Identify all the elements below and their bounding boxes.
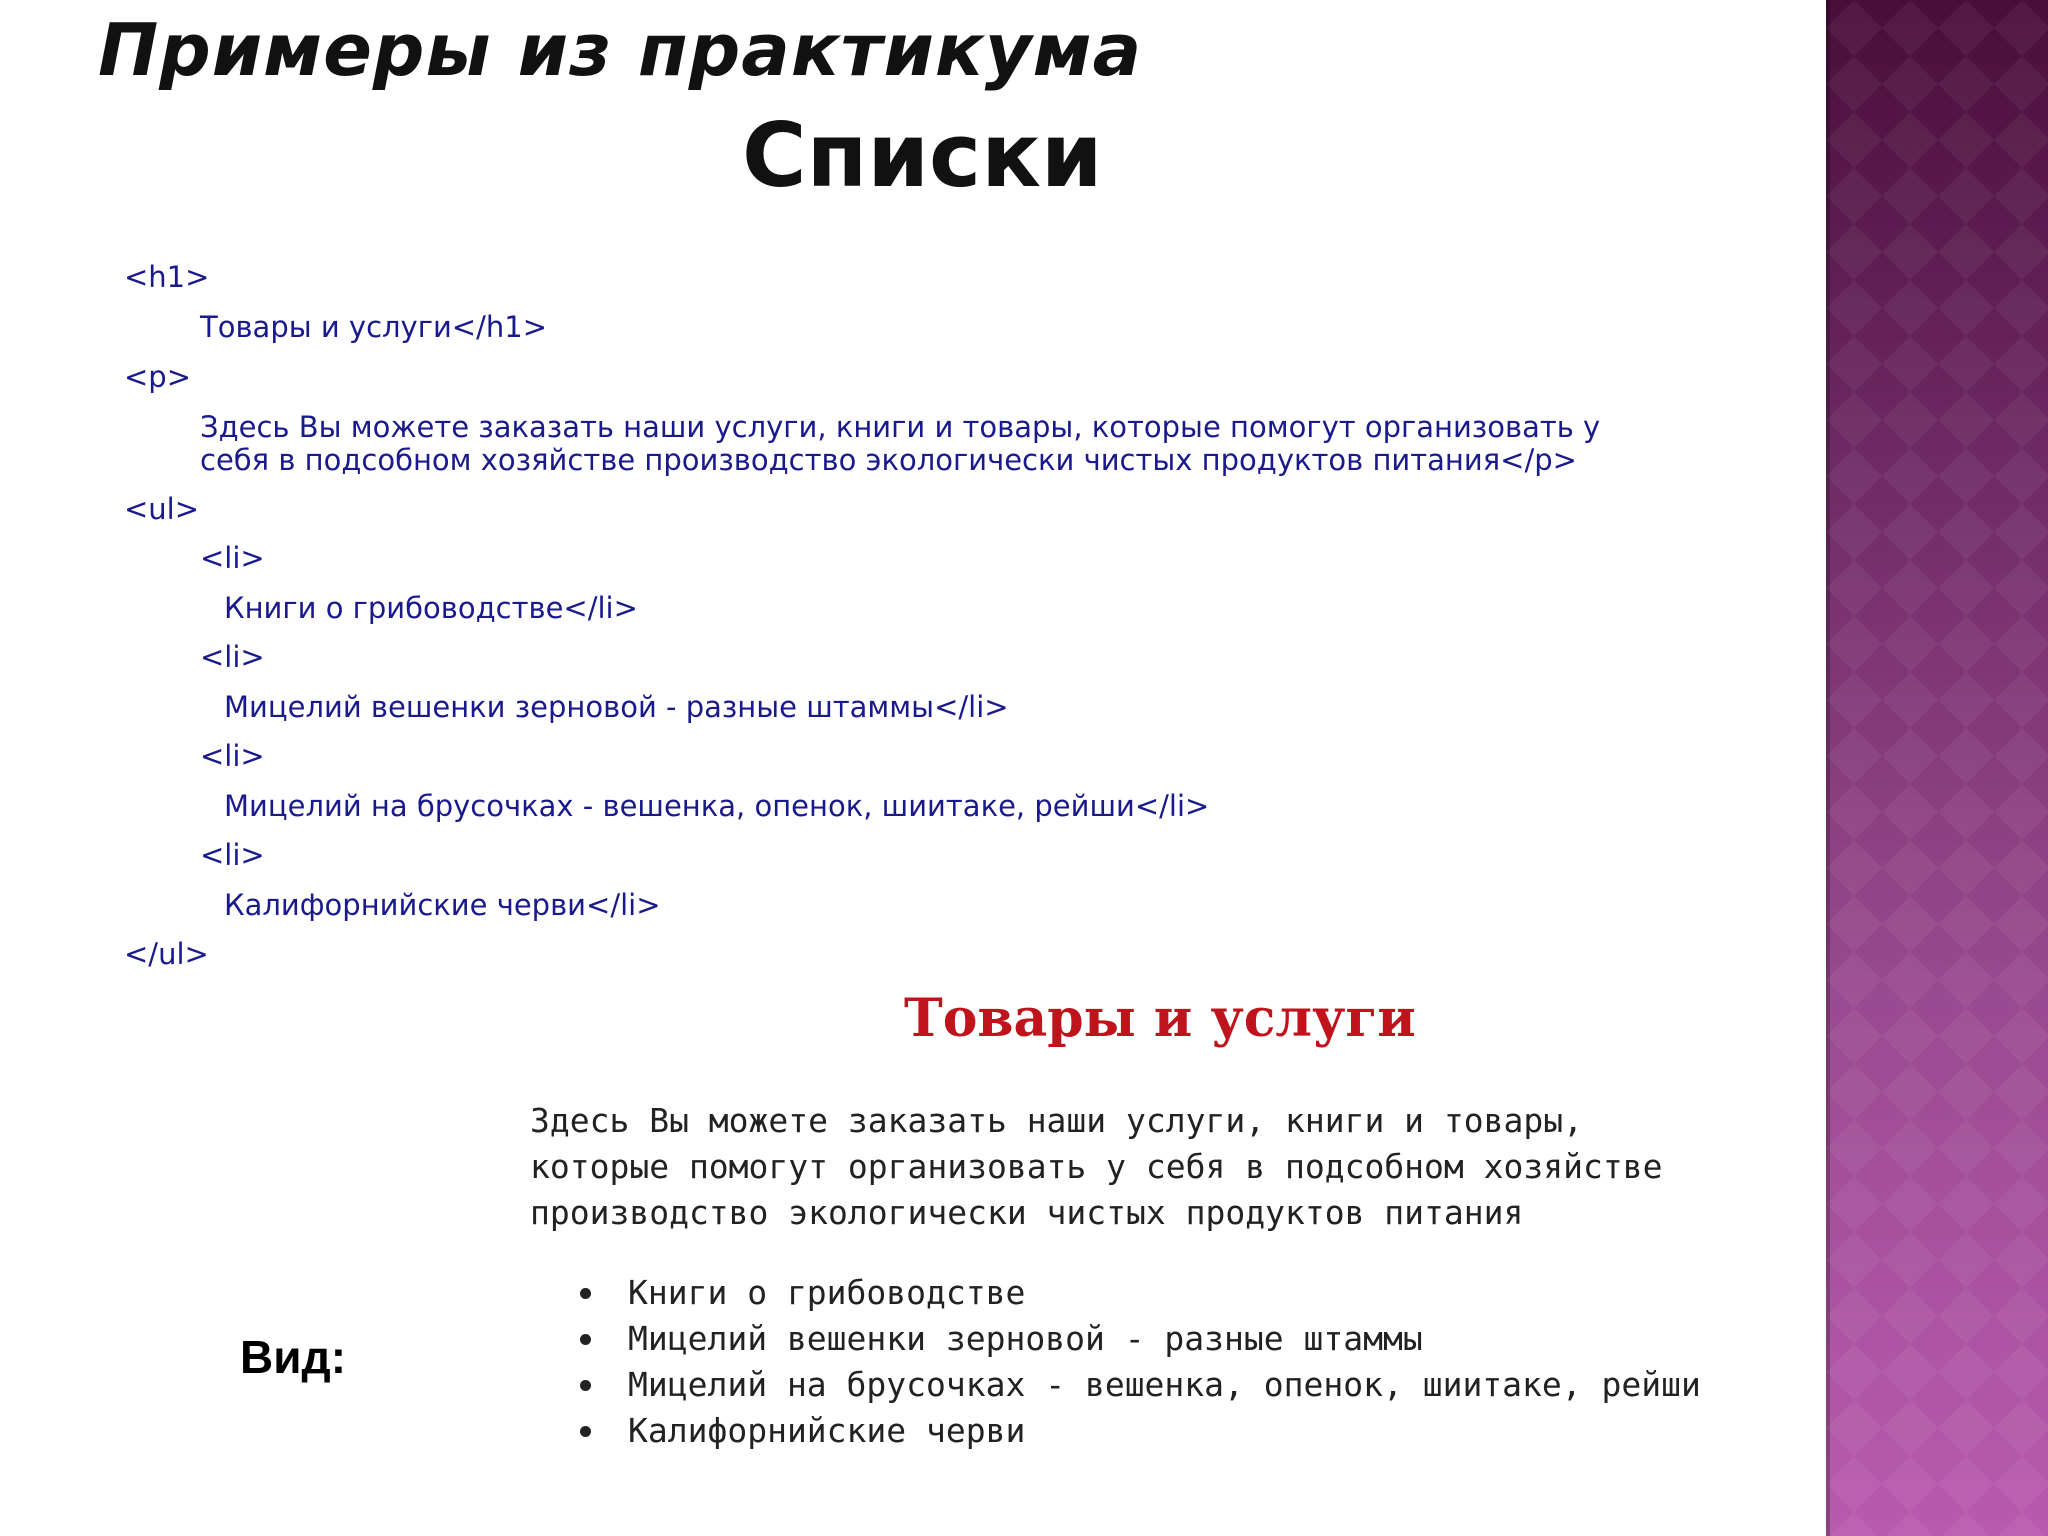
slide-subtitle: Списки: [742, 104, 1103, 207]
code-line: Мицелий на брусочках - вешенка, опенок, шиитаке, рейши</li>: [224, 789, 1210, 823]
list-item: [580, 1270, 1701, 1316]
code-line: Калифорнийские черви</li>: [224, 888, 661, 922]
preview-paragraph-line: Здесь Вы можете заказать наши услуги, книги и товары,: [530, 1101, 1583, 1140]
code-line: Книги о грибоводстве</li>: [224, 591, 638, 625]
preview-paragraph-line: которые помогут организовать у себя в подсобном хозяйстве: [530, 1147, 1663, 1186]
code-line: <li>: [200, 838, 265, 872]
slide-title: Примеры из практикума: [98, 8, 1143, 92]
code-line: Здесь Вы можете заказать наши услуги, книги и товары, которые помогут организовать у: [200, 410, 1601, 444]
code-line: </ul>: [124, 937, 209, 971]
code-line: <li>: [200, 541, 265, 575]
list-item-text: Мицелий вешенки зерновой - разные штаммы: [628, 1319, 1423, 1358]
code-line: <li>: [200, 739, 265, 773]
code-line: <p>: [124, 360, 192, 394]
preview-paragraph-line: производство экологически чистых продуктов питания: [530, 1193, 1524, 1232]
list-item: [580, 1316, 1701, 1362]
preview-bullet-list: [580, 1270, 1701, 1454]
list-item: [580, 1408, 1701, 1454]
code-line: Мицелий вешенки зерновой - разные штаммы</li>: [224, 690, 1009, 724]
side-decoration-band: [1826, 0, 2048, 1536]
list-item-text: Калифорнийские черви: [628, 1411, 1026, 1450]
bullet-icon: [580, 1288, 591, 1299]
code-line: Товары и услуги</h1>: [200, 310, 547, 344]
code-line: <h1>: [124, 260, 210, 294]
code-line: себя в подсобном хозяйстве производство экологически чистых продуктов питания</p>: [200, 443, 1577, 477]
bullet-icon: [580, 1380, 591, 1391]
view-label: Вид:: [240, 1331, 347, 1383]
code-line: <ul>: [124, 492, 200, 526]
code-line: <li>: [200, 640, 265, 674]
diamond-pattern-icon: [1826, 0, 2048, 1536]
list-item-text: Мицелий на брусочках - вешенка, опенок, шиитаке, рейши: [628, 1365, 1701, 1404]
bullet-icon: [580, 1426, 591, 1437]
list-item-text: Книги о грибоводстве: [628, 1273, 1026, 1312]
preview-heading: Товары и услуги: [904, 988, 1416, 1049]
list-item: [580, 1362, 1701, 1408]
preview-paragraph: [530, 1098, 1790, 1236]
bullet-icon: [580, 1334, 591, 1345]
